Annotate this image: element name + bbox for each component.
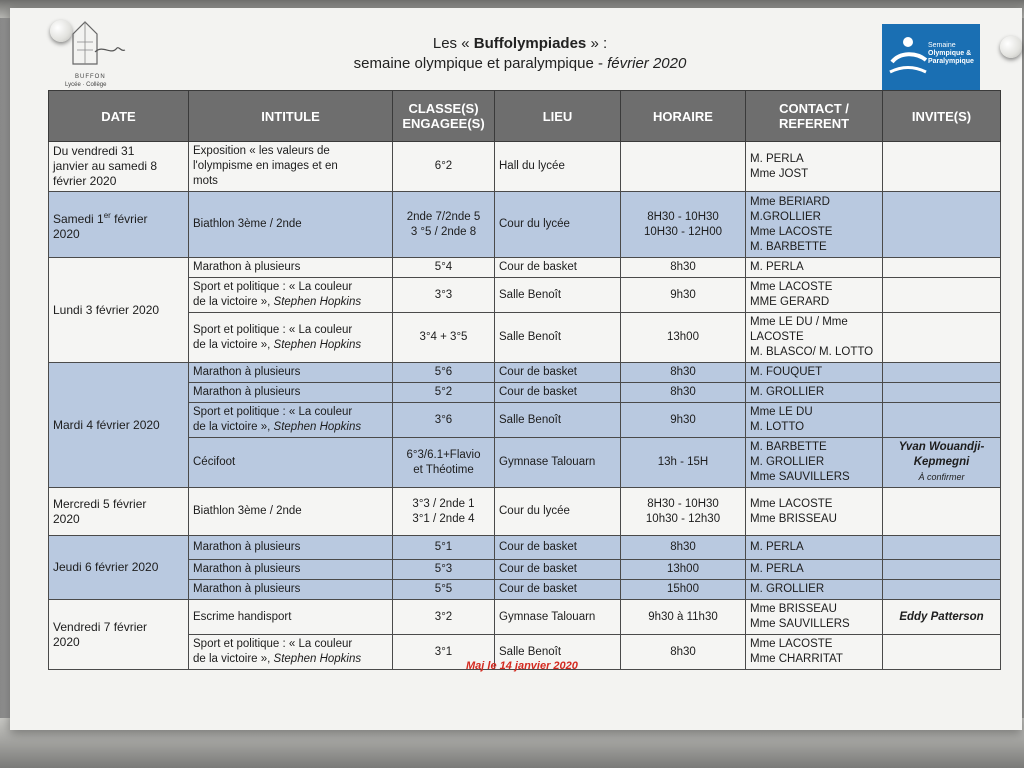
table-row (49, 580, 1001, 600)
subtitle-date: février 2020 (607, 55, 687, 72)
cell-date: Mercredi 5 février 2020 (49, 488, 189, 536)
cell-classes: 3°4 + 3°5 (393, 313, 495, 363)
cell-classes: 3°3 / 2nde 1 3°1 / 2nde 4 (393, 488, 495, 536)
cell-horaire: 9h30 à 11h30 (621, 600, 746, 635)
cell-horaire: 13h00 (621, 313, 746, 363)
title-suffix: » : (590, 35, 608, 52)
cell-classes: 3°1 (393, 635, 495, 670)
col-header-intitule: INTITULE (189, 91, 393, 142)
cell-horaire: 8h30 (621, 536, 746, 560)
table-row (49, 600, 1001, 635)
date-text: Samedi 1 (53, 211, 104, 226)
cell-lieu: Cour de basket (495, 383, 621, 403)
cell-classes: 5°4 (393, 258, 495, 278)
school-logo-name: BUFFON (75, 74, 106, 80)
cell-horaire (621, 142, 746, 192)
cell-contact: M. PERLA Mme JOST (746, 142, 883, 192)
intitule-text: Sport et politique : « La couleur de la victoire », (193, 323, 353, 351)
cell-contact: Mme BERIARD M.GROLLIER Mme LACOSTE M. BARBETTE (746, 192, 883, 258)
cell-classes: 5°5 (393, 580, 495, 600)
logo-right-line1: Semaine (928, 42, 956, 49)
subtitle: semaine olympique et paralympique - (353, 55, 603, 72)
school-logo-sub: Lycée · Collège (65, 82, 107, 88)
cell-horaire: 9h30 (621, 403, 746, 438)
cell-invite (883, 278, 1001, 313)
cell-invite (883, 383, 1001, 403)
cell-contact: M. PERLA (746, 536, 883, 560)
table-row (49, 192, 1001, 258)
cell-invite (883, 313, 1001, 363)
table-row (49, 278, 1001, 313)
document-title (330, 34, 710, 74)
cell-intitule: Escrime handisport (189, 600, 393, 635)
cell-intitule: Marathon à plusieurs (189, 258, 393, 278)
cell-horaire: 8H30 - 10H30 10h30 - 12h30 (621, 488, 746, 536)
cell-date: Mardi 4 février 2020 (49, 363, 189, 488)
cell-contact: M. GROLLIER (746, 383, 883, 403)
cell-intitule (189, 403, 393, 438)
cell-contact: Mme LACOSTE Mme CHARRITAT (746, 635, 883, 670)
cell-intitule: Marathon à plusieurs (189, 363, 393, 383)
cell-intitule: Biathlon 3ème / 2nde (189, 488, 393, 536)
cell-classes: 2nde 7/2nde 5 3 °5 / 2nde 8 (393, 192, 495, 258)
cell-contact: Mme LE DU M. LOTTO (746, 403, 883, 438)
table-row (49, 142, 1001, 192)
push-pin-icon (1000, 36, 1022, 58)
cell-date: Jeudi 6 février 2020 (49, 536, 189, 600)
cell-date: Du vendredi 31 janvier au samedi 8 février 2020 (49, 142, 189, 192)
table-row (49, 438, 1001, 488)
cell-intitule: Marathon à plusieurs (189, 580, 393, 600)
cell-intitule: Marathon à plusieurs (189, 560, 393, 580)
cell-horaire: 8H30 - 10H30 10H30 - 12H00 (621, 192, 746, 258)
intitule-director: Stephen Hopkins (273, 653, 362, 665)
col-header-horaire: HORAIRE (621, 91, 746, 142)
cell-invite (883, 363, 1001, 383)
cell-date: Lundi 3 février 2020 (49, 258, 189, 363)
intitule-director: Stephen Hopkins (273, 296, 362, 308)
col-header-contact: CONTACT / REFERENT (746, 91, 883, 142)
cell-contact: M. PERLA (746, 258, 883, 278)
cell-classes: 3°3 (393, 278, 495, 313)
intitule-director: Stephen Hopkins (273, 421, 362, 433)
cell-classes: 6°2 (393, 142, 495, 192)
cell-lieu: Gymnase Talouarn (495, 438, 621, 488)
intitule-director: Stephen Hopkins (273, 338, 362, 351)
cell-intitule (189, 635, 393, 670)
cell-lieu: Cour de basket (495, 363, 621, 383)
cell-classes: 3°2 (393, 600, 495, 635)
cell-intitule: Exposition « les valeurs de l'olympisme en images et en mots (189, 142, 393, 192)
cell-contact: M. GROLLIER (746, 580, 883, 600)
col-header-date: DATE (49, 91, 189, 142)
cell-lieu: Cour de basket (495, 536, 621, 560)
cell-lieu: Salle Benoît (495, 278, 621, 313)
cell-lieu: Cour du lycée (495, 488, 621, 536)
cell-contact: Mme LE DU / Mme LACOSTE M. BLASCO/ M. LOTTO (746, 313, 883, 363)
school-building-icon (55, 12, 135, 72)
col-header-invites: INVITE(S) (883, 91, 1001, 142)
cell-contact: M. BARBETTE M. GROLLIER Mme SAUVILLERS (746, 438, 883, 488)
cell-horaire: 8h30 (621, 363, 746, 383)
cell-lieu: Hall du lycée (495, 142, 621, 192)
cell-horaire: 8h30 (621, 383, 746, 403)
logo-right-line3: Paralympique (928, 58, 974, 65)
cell-classes: 5°2 (393, 383, 495, 403)
cell-classes: 3°6 (393, 403, 495, 438)
cell-invite (883, 536, 1001, 560)
cell-contact: Mme LACOSTE Mme BRISSEAU (746, 488, 883, 536)
cell-intitule: Marathon à plusieurs (189, 536, 393, 560)
table-row (49, 560, 1001, 580)
cell-horaire: 8h30 (621, 258, 746, 278)
cell-lieu: Salle Benoît (495, 635, 621, 670)
cell-lieu: Cour de basket (495, 580, 621, 600)
table-row (49, 403, 1001, 438)
guest-name: Yvan Wouandji- Kepmegni (898, 441, 985, 468)
cell-contact: Mme LACOSTE MME GERARD (746, 278, 883, 313)
cell-intitule: Biathlon 3ème / 2nde (189, 192, 393, 258)
table-row (49, 313, 1001, 363)
cell-lieu: Cour de basket (495, 560, 621, 580)
cell-classes: 5°3 (393, 560, 495, 580)
title-prefix: Les « (432, 35, 470, 52)
intitule-text: Sport et politique : « La couleur de la victoire », (193, 638, 353, 665)
runner-icon (886, 32, 930, 82)
cell-contact: M. PERLA (746, 560, 883, 580)
cell-invite (883, 438, 1001, 488)
table-row (49, 536, 1001, 560)
intitule-text: Sport et politique : « La couleur de la victoire », (193, 406, 353, 433)
cell-invite (883, 580, 1001, 600)
cell-invite (883, 258, 1001, 278)
cell-horaire: 8h30 (621, 635, 746, 670)
table-header-row (49, 91, 1001, 142)
cell-intitule: Marathon à plusieurs (189, 383, 393, 403)
semaine-olympique-logo (882, 24, 980, 97)
cell-classes: 5°1 (393, 536, 495, 560)
date-sup: er (103, 210, 111, 220)
logo-right-line2: Olympique & (928, 50, 972, 57)
cell-date (49, 192, 189, 258)
cell-horaire: 13h - 15H (621, 438, 746, 488)
cell-intitule (189, 313, 393, 363)
guest-note: À confirmer (918, 472, 965, 482)
schedule-table (48, 90, 1001, 670)
cell-horaire: 15h00 (621, 580, 746, 600)
cell-classes: 6°3/6.1+Flavio et Théotime (393, 438, 495, 488)
table-row (49, 363, 1001, 383)
cell-invite (883, 142, 1001, 192)
date-text-end: février 2020 (53, 211, 148, 241)
cell-classes: 5°6 (393, 363, 495, 383)
cell-horaire: 9h30 (621, 278, 746, 313)
cell-lieu: Cour du lycée (495, 192, 621, 258)
cell-invite (883, 403, 1001, 438)
cell-intitule: Cécifoot (189, 438, 393, 488)
col-header-lieu: LIEU (495, 91, 621, 142)
cell-invite: Eddy Patterson (883, 600, 1001, 635)
cell-invite (883, 488, 1001, 536)
cell-invite (883, 192, 1001, 258)
intitule-text: Sport et politique : « La couleur de la victoire », (193, 281, 353, 308)
cell-horaire: 13h00 (621, 560, 746, 580)
cell-date: Vendredi 7 février 2020 (49, 600, 189, 670)
cell-contact: M. FOUQUET (746, 363, 883, 383)
cell-intitule (189, 278, 393, 313)
update-note: Maj le 14 janvier 2020 (466, 660, 578, 672)
cell-lieu: Salle Benoît (495, 313, 621, 363)
col-header-classes: CLASSE(S) ENGAGEE(S) (393, 91, 495, 142)
cell-invite (883, 635, 1001, 670)
cell-invite (883, 560, 1001, 580)
cell-lieu: Cour de basket (495, 258, 621, 278)
school-logo (55, 12, 135, 92)
cell-lieu: Gymnase Talouarn (495, 600, 621, 635)
cell-contact: Mme BRISSEAU Mme SAUVILLERS (746, 600, 883, 635)
table-row (49, 488, 1001, 536)
table-row (49, 258, 1001, 278)
table-row (49, 383, 1001, 403)
title-bold: Buffolympiades (473, 35, 587, 52)
cell-lieu: Salle Benoît (495, 403, 621, 438)
